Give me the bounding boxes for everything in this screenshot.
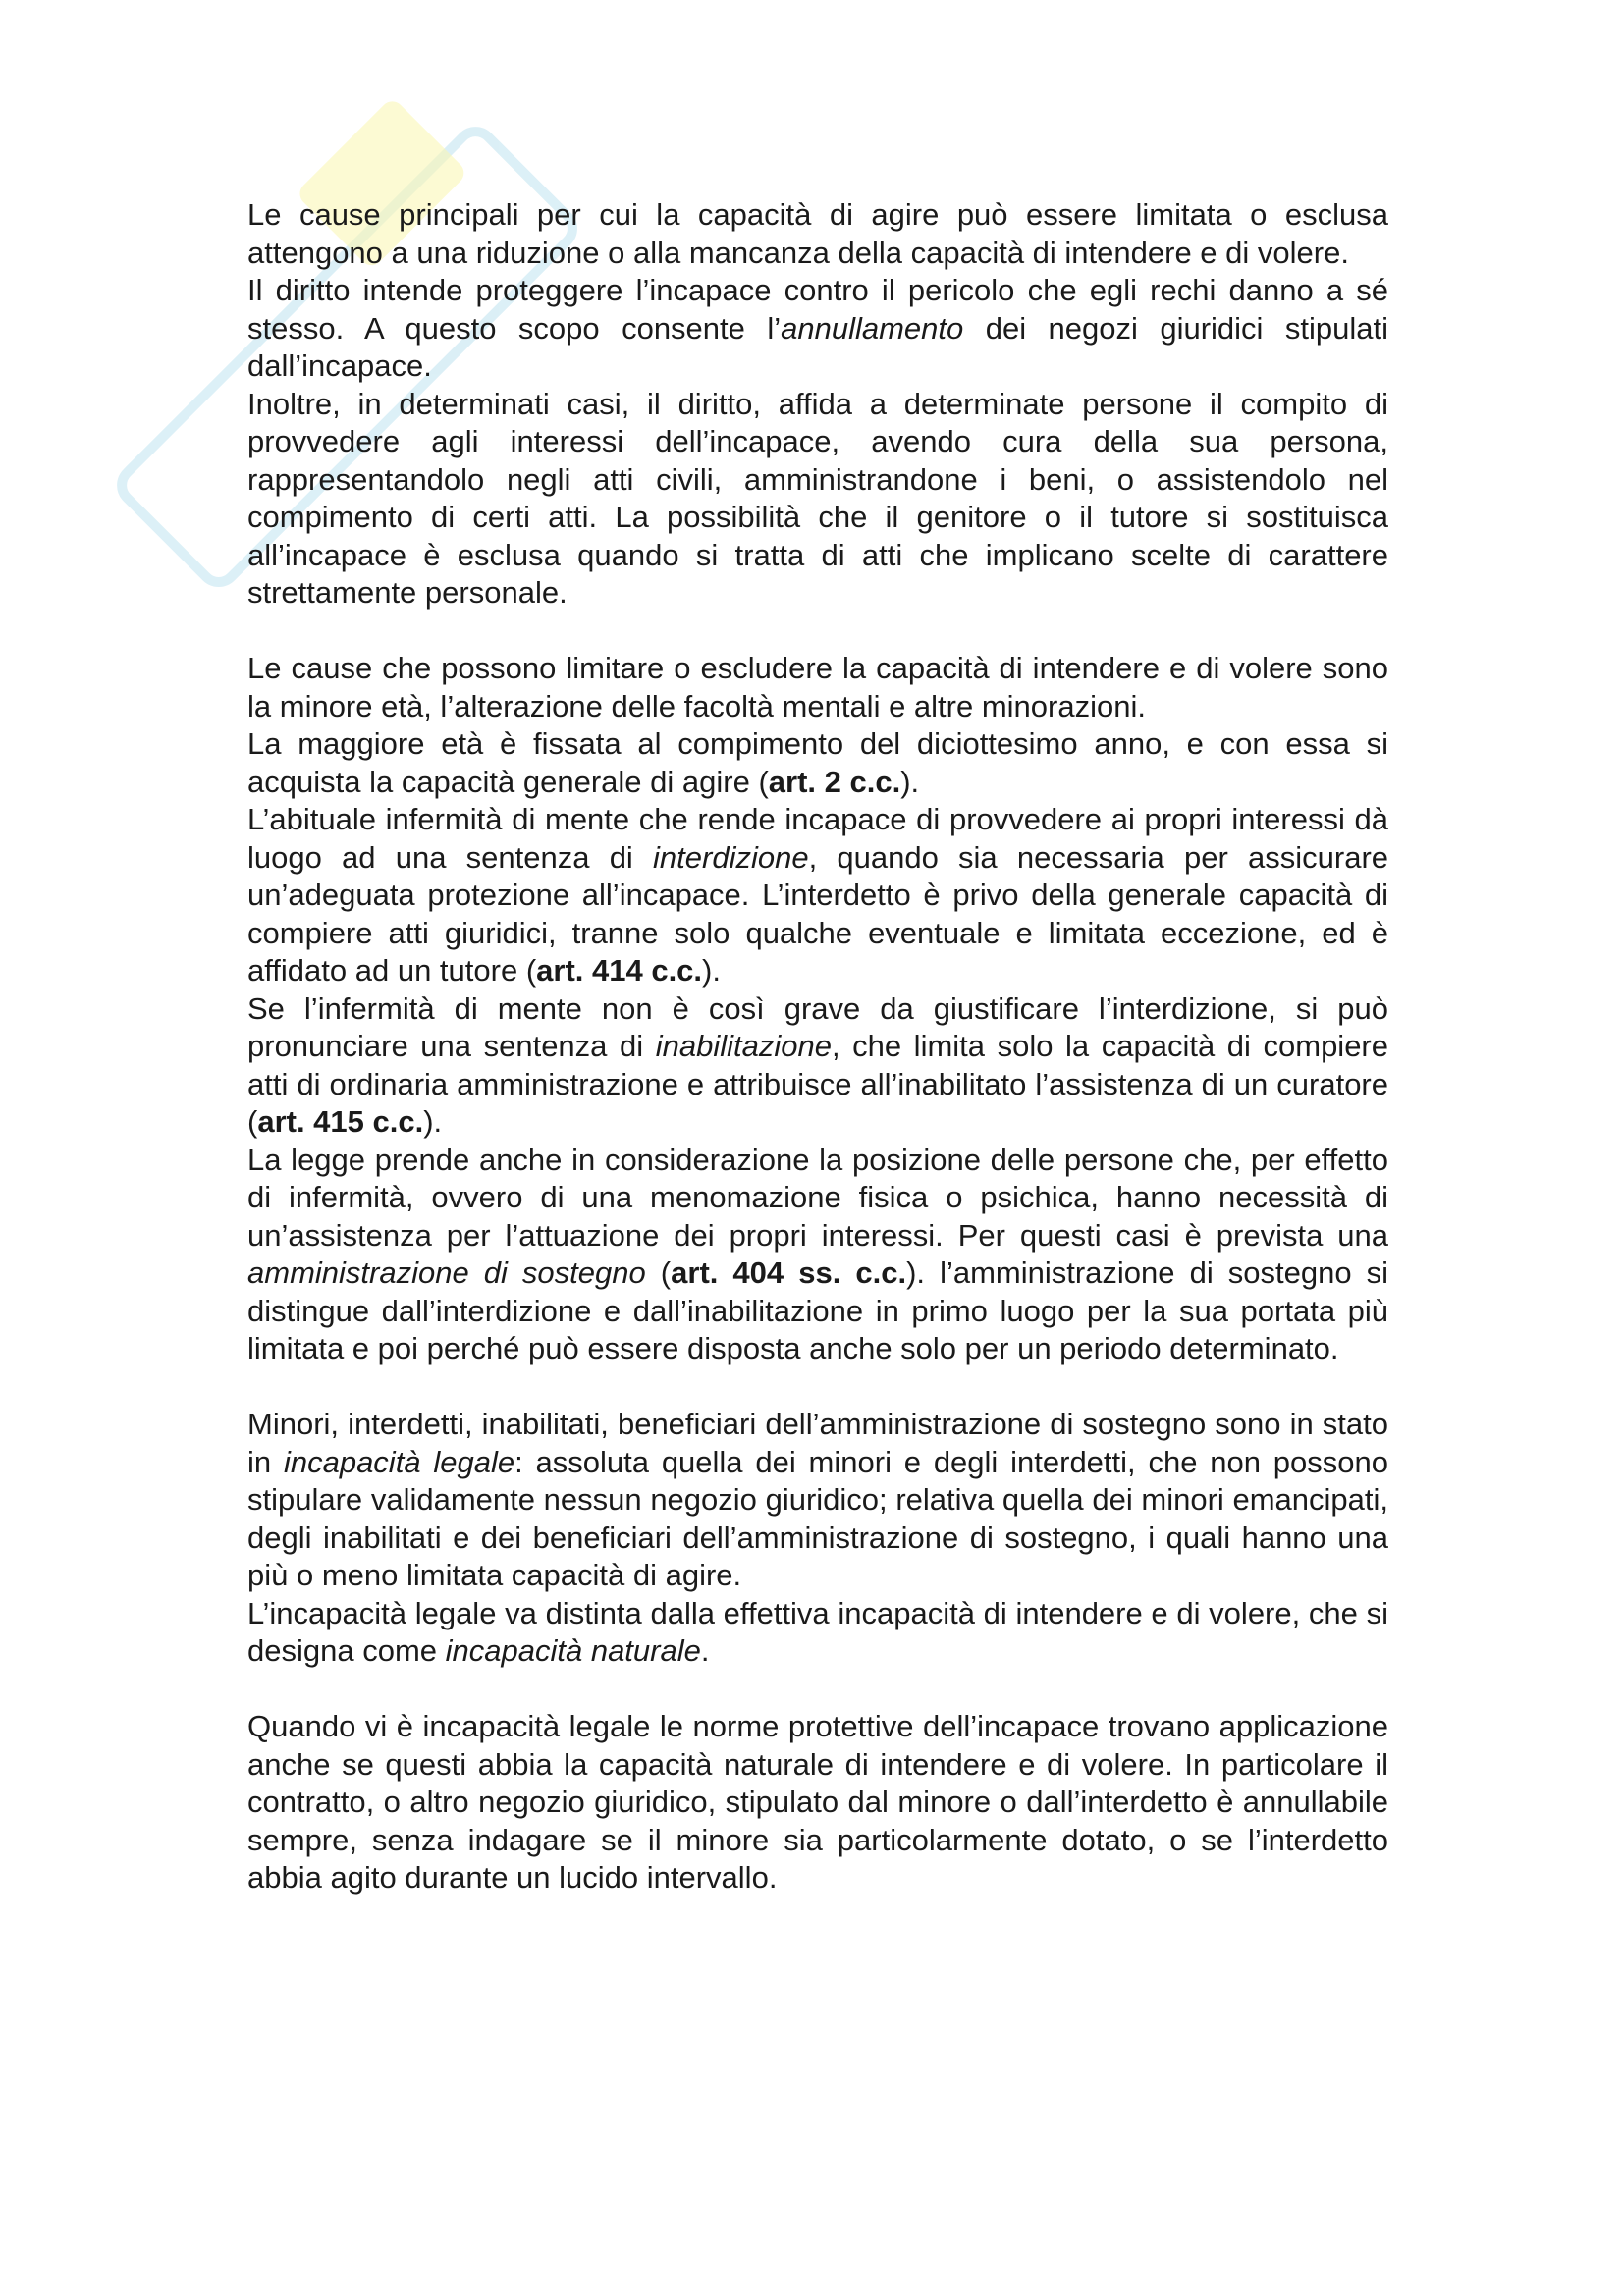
italic-term: inabilitazione xyxy=(655,1029,832,1063)
italic-term: interdizione xyxy=(653,839,809,875)
legal-reference: art. 404 ss. c.c. xyxy=(671,1255,907,1290)
text-run: Minori, interdetti, inabilitati, beneficiari dell’amministrazione di sostegno sono in stato in xyxy=(247,1407,1388,1479)
text-run: . xyxy=(700,1633,710,1668)
text-run: , quando sia necessaria per assicurare un’adeguata protezione all’incapace. L’interdetto è privo della generale capacità di compiere atti giuridici, tranne solo qualche eventuale e limitata eccezione, ed è affidato ad un tutore ( xyxy=(247,839,1389,988)
text-run: ). xyxy=(900,764,920,799)
text-run: L’incapacità legale va distinta dalla effettiva incapacità di intendere e di volere, che si designa come xyxy=(247,1595,1388,1668)
text-run: La maggiore età è fissata al compimento del diciottesimo anno, e con essa si acquista la capacità generale di agire ( xyxy=(247,726,1388,799)
text-run: Inoltre, in determinati casi, il diritto, affida a determinate persone il compito di provvedere agli interessi dell’incapace, avendo cura della sua persona, rappresentandolo negli atti civili, amministrandone i beni, o assistendolo nel compimento di certi atti. La possibilità che il genitore o il tutore si sostituisca all’incapace è esclusa quando si tratta di atti che implicano scelte di carattere strettamente personale. xyxy=(247,386,1388,610)
text-run: Le cause che possono limitare o escludere la capacità di intendere e di volere sono la minore età, l’alterazione delle facoltà mentali e altre minorazioni. xyxy=(247,651,1388,723)
text-run: ( xyxy=(645,1255,672,1290)
text-run: Le cause principali per cui la capacità di agire può essere limitata o esclusa attengono a una riduzione o alla mancanza della capacità di intendere e di volere. xyxy=(247,197,1388,270)
paragraph xyxy=(247,272,1388,386)
text-run: dei negozi giuridici stipulati dall’incapace. xyxy=(247,310,1389,383)
text-run: Quando vi è incapacità legale le norme protettive dell’incapace trovano applicazione anche se questi abbia la capacità naturale di intendere e di volere. In particolare il contratto, o altro negozio giuridico, stipulato dal minore o dall’interdetto è annullabile sempre, senza indagare se il minore sia particolarmente dotato, o se l’interdetto abbia agito durante un lucido intervallo. xyxy=(247,1709,1388,1895)
paragraph xyxy=(247,196,1388,272)
paragraph xyxy=(247,1406,1388,1595)
text-run: Il diritto intende proteggere l’incapace contro il pericolo che egli rechi danno a sé stesso. A questo scopo consente l’ xyxy=(247,273,1388,346)
legal-reference: art. 414 c.c. xyxy=(536,953,703,988)
legal-reference: art. 2 c.c. xyxy=(768,764,901,799)
text-run: , che limita solo la capacità di compiere atti di ordinaria amministrazione e attribuisce all’inabilitato l’assistenza di un curatore ( xyxy=(247,1029,1388,1139)
text-run: ). xyxy=(702,953,721,988)
paragraph xyxy=(247,801,1388,990)
text-run: : assoluta quella dei minori e degli interdetti, che non possono stipulare validamente nessun negozio giuridico; relativa quella dei minori emancipati, degli inabilitati e dei beneficiari dell’amministrazione di sostegno, i quali hanno una più o meno limitata capacità di agire. xyxy=(247,1444,1388,1592)
paragraph xyxy=(247,990,1388,1142)
paragraph xyxy=(247,386,1388,613)
text-run: ). xyxy=(423,1104,443,1139)
italic-term: amministrazione di sostegno xyxy=(247,1255,646,1290)
paragraph xyxy=(247,650,1388,725)
italic-term: incapacità naturale xyxy=(445,1633,701,1668)
document-body xyxy=(247,196,1388,1897)
italic-term: annullamento xyxy=(781,310,964,346)
text-run: La legge prende anche in considerazione la posizione delle persone che, per effetto di infermità, ovvero di una menomazione fisica o psichica, hanno necessità di un’assistenza per l’attuazione dei propri interessi. Per questi casi è prevista una xyxy=(247,1142,1388,1253)
text-run: Se l’infermità di mente non è così grave da giustificare l’interdizione, si può pronunciare una sentenza di xyxy=(247,990,1388,1063)
paragraph xyxy=(247,1142,1388,1368)
paragraph xyxy=(247,725,1388,801)
paragraph xyxy=(247,1595,1388,1671)
text-run: L’abituale infermità di mente che rende incapace di provvedere ai propri interessi dà luogo ad una sentenza di xyxy=(247,802,1388,875)
legal-reference: art. 415 c.c. xyxy=(257,1104,424,1139)
paragraph xyxy=(247,1708,1388,1897)
italic-term: incapacità legale xyxy=(283,1444,515,1479)
text-run: ). l’amministrazione di sostegno si distingue dall’interdizione e dall’inabilitazione in primo luogo per la sua portata più limitata e poi perché può essere disposta anche solo per un periodo determinato. xyxy=(247,1255,1389,1365)
